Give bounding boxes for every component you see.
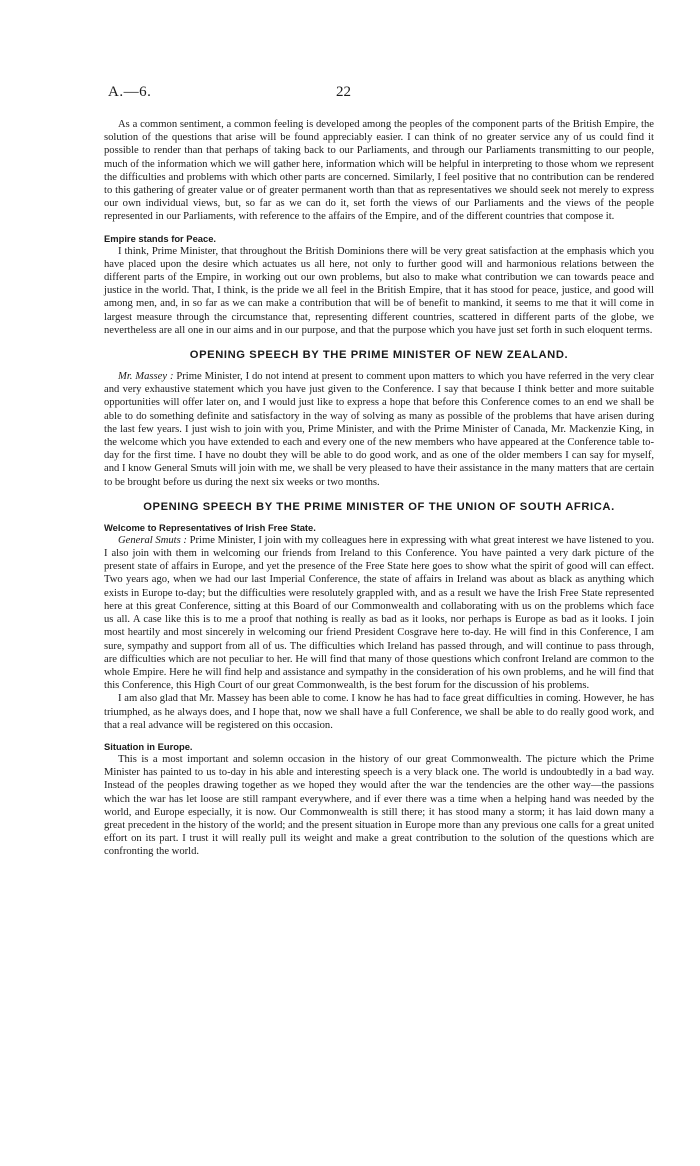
paragraph: This is a most important and solemn occasion in the history of our great Commonwealth. The picture which the Prime Minister has painted to us to-day in his able and interesting speech is a very black one. The world is undoubtedly in a bad way. Instead of the peoples drawing together as we hoped they would after the war the tendencies are the other way—the passions which the war has let loose are still rampant everywhere, and if ever there was a time when a helping hand was needed by the world, and Europe especially, it is now. Our Commonwealth is still there; it has stood many a storm; it has laid down many a great precedent in the history of the world; and the present situation in Europe more than any previous one calls for a great united effort on its part. I trust it will really pull its weight and make a great contribution to the solution of the questions which are confronting the world. xyxy=(104,753,654,858)
paragraph xyxy=(104,370,654,489)
speaker-name: Mr. Massey : xyxy=(118,371,174,383)
paragraph: I am also glad that Mr. Massey has been able to come. I know he has had to face great difficulties in coming. However, he has triumphed, as he always does, and I hope that, now we shall have a full Conference, we shall be able to do really good work, and that a real advance will be registered on this occasion. xyxy=(104,693,654,731)
document-body xyxy=(104,118,654,859)
page-number: 22 xyxy=(336,84,351,100)
paragraph: As a common sentiment, a common feeling is developed among the peoples of the component parts of the British Empire, the solution of the questions that arise will be found appreciably easier. I can think of no greater service any of us could find it possible to render than that perhaps of taking back to our Parliaments, and through our Parliaments transmitting to our people, much of the information which we will gather here, information which will be helpful in interpreting to those whom we represent the difficulties and problems with which other parts are concerned. Similarly, I feel positive that no contribution can be rendered to this gathering of greater value or of greater permanent worth than that as representatives we should seek not merely to express our own individual views, but, so far as we can do it, set forth the views of our Parliaments and the views of the people represented in our Parliaments, with reference to the affairs of the Empire, and of the different countries that compose it. xyxy=(104,119,654,223)
subheading-irish-free-state: Welcome to Representatives of Irish Free State. xyxy=(104,521,316,533)
subheading-empire-peace: Empire stands for Peace. xyxy=(104,232,217,244)
paragraph xyxy=(104,534,654,692)
subheading-situation-europe: Situation in Europe. xyxy=(104,740,193,752)
paragraph: I think, Prime Minister, that throughout the British Dominions there will be very great satisfaction at the emphasis which you have placed upon the desire which actuates us all here, not only to further good will and harmonious relations between the different parts of the Empire, in working out our own problems, but also to make what contribution we can towards peace and justice in the world. That, I think, is the pride we all feel in the British Empire, that it has stood for peace, justice, and good will among men, and, in so far as we can make a contribution that will be of benefit to mankind, it seems to me that it will come in largest measure through the circumstance that, representing different countries, scattered in different parts of the globe, we nevertheless are all one in our aims and in our purpose, and that the purpose which you have just set forth in such eloquent terms. xyxy=(104,245,654,336)
paragraph-text: Prime Minister, I do not intend at present to comment upon matters to which you have referred in the very clear and very exhaustive statement which you have just given to the Conference. I say that because I think better and more suitable opportunities will offer later on, and I would just like to express a hope that before this Conference comes to an end we shall be able to do something definite and satisfactory in the way of solving as many as possible of the problems that have arisen during the last few years. I just wish to join with you, Prime Minister, and with the Prime Minister of Canada, Mr. Mackenzie King, in the welcome which you have extended to each and every one of the new members who have appeared at the Conference table to-day for the first time. I have no doubt they will be able to do good work, and as one of the older members I can say for myself, and I know General Smuts will join with me, we shall be very pleased to have their assistance in the many matters that are certain to be brought before us during the next six weeks or two months. xyxy=(104,371,654,488)
speaker-name: General Smuts : xyxy=(118,534,187,546)
section-heading-new-zealand: OPENING SPEECH BY THE PRIME MINISTER OF NEW ZEALAND. xyxy=(189,349,569,362)
paragraph-text: Prime Minister, I join with my colleagues here in expressing with what great interest we have listened to you. I also join with them in welcoming our friends from Ireland to this Conference. You have painted a very dark picture of the present state of affairs in Europe, and yet the presence of the Free State here goes to show what the spirit of good will can effect. Two years ago, when we had our last Imperial Conference, the state of affairs in Ireland was about as black as anything which exists in Europe to-day; but the difficulties were resolutely grappled with, and as a result we have the Irish Free State represented here at this great Conference, sitting at this Board of our Commonwealth and collaborating with us on the problems which face us all. A case like this is to me a proof that nothing is really as bad as it looks, nor perhaps is Europe as bad as it looks. I join most heartily and most sincerely in welcoming our friend President Cosgrave here to-day. He will find in this Conference, I am sure, sympathy and support from all of us. The difficulties which Ireland has passed through, and will continue to pass through, are difficulties which are not peculiar to her. He will find that many of those questions which confront Ireland are common to the whole Empire. Here he will find help and assistance and sympathy in the consideration of his own problems, and he will find that this Conference, this High Court of our great Commonwealth, is the best forum for the discussion of his problems. xyxy=(104,534,654,692)
document-reference: A.—6. xyxy=(108,84,152,100)
section-heading-south-africa: OPENING SPEECH BY THE PRIME MINISTER OF THE UNION OF SOUTH AFRICA. xyxy=(143,500,615,513)
